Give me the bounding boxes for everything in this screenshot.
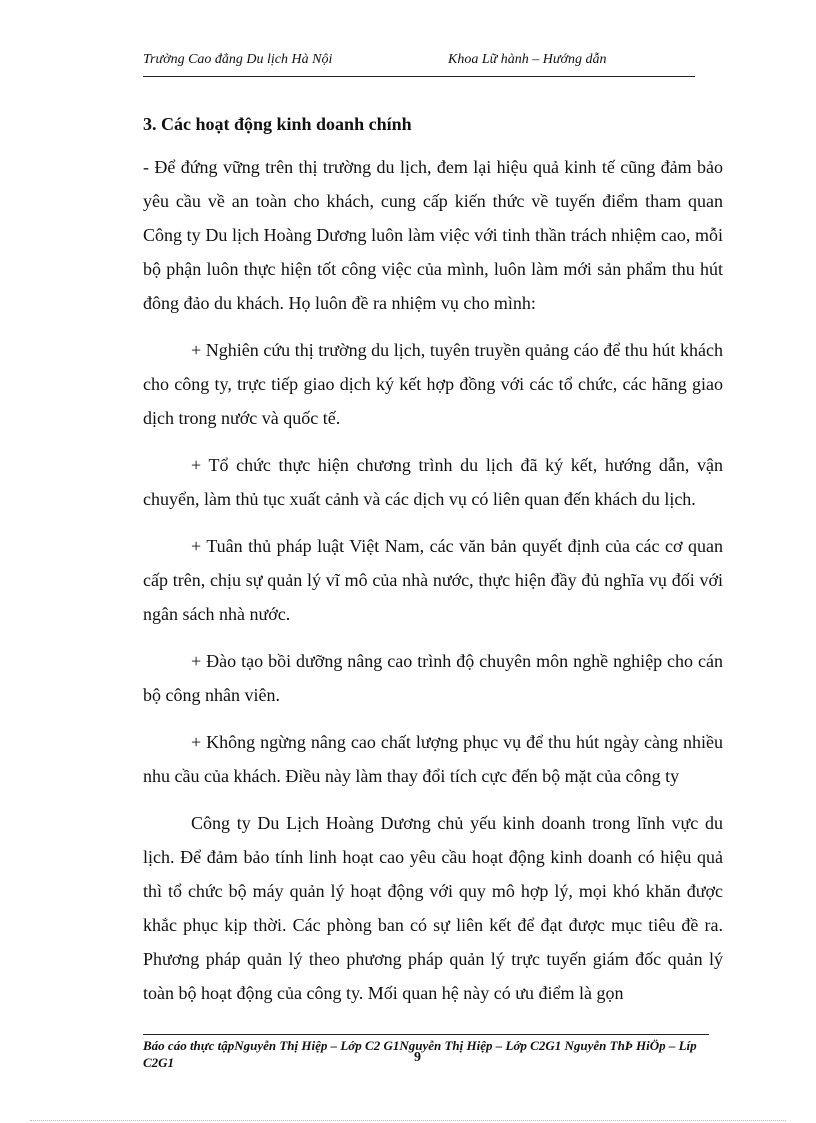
document-body — [143, 112, 723, 1010]
page-edge-divider — [30, 1120, 786, 1121]
list-item: + Tuân thủ pháp luật Việt Nam, các văn bản quyết định của các cơ quan cấp trên, chịu sự quản lý vĩ mô của nhà nước, thực hiện đầy đủ nghĩa vụ đối với ngân sách nhà nước. — [143, 536, 723, 624]
header-department: Khoa Lữ hành – Hướng dẫn — [448, 52, 607, 67]
footer-text: Báo cáo thực tậpNguyễn Thị Hiệp – Lớp C2 G1Nguyễn Thị Hiệp – Lớp C2G1 Nguyễn ThÞ HiÖp – Líp C2G1 — [143, 1038, 697, 1070]
intro-paragraph: - Để đứng vững trên thị trường du lịch, đem lại hiệu quả kinh tế cũng đảm bảo yêu cầu về an toàn cho khách, cung cấp kiến thức về tuyến điểm tham quan Công ty Du lịch Hoàng Dương luôn làm việc với tinh thần trách nhiệm cao, mỗi bộ phận luôn thực hiện tốt công việc của mình, luôn làm mới sản phẩm thu hút đông đảo du khách. Họ luôn đề ra nhiệm vụ cho mình: — [143, 157, 723, 313]
list-item: + Nghiên cứu thị trường du lịch, tuyên truyền quảng cáo để thu hút khách cho công ty, trực tiếp giao dịch ký kết hợp đồng với các tổ chức, các hãng giao dịch trong nước và quốc tế. — [143, 340, 723, 428]
list-item: + Đào tạo bồi dưỡng nâng cao trình độ chuyên môn nghề nghiệp cho cán bộ công nhân viên. — [143, 651, 723, 705]
page-number: 9 — [414, 1050, 421, 1065]
list-item: + Tổ chức thực hiện chương trình du lịch đã ký kết, hướng dẫn, vận chuyển, làm thủ tục xuất cảnh và các dịch vụ có liên quan đến khách du lịch. — [143, 455, 723, 509]
page-header — [143, 52, 695, 77]
closing-paragraph: Công ty Du Lịch Hoàng Dương chủ yếu kinh doanh trong lĩnh vực du lịch. Để đảm bảo tính linh hoạt cao yêu cầu hoạt động kinh doanh có hiệu quả thì tổ chức bộ máy quản lý hoạt động với quy mô hợp lý, mọi khó khăn được khắc phục kịp thời. Các phòng ban có sự liên kết để đạt được mục tiêu đề ra. Phương pháp quản lý theo phương pháp quản lý trực tuyến giám đốc quản lý toàn bộ hoạt động của công ty. Mối quan hệ này có ưu điểm là gọn — [143, 813, 723, 1003]
list-item: + Không ngừng nâng cao chất lượng phục vụ để thu hút ngày càng nhiều nhu cầu của khách. Điều này làm thay đổi tích cực đến bộ mặt của công ty — [143, 732, 723, 786]
section-heading: 3. Các hoạt động kinh doanh chính — [143, 114, 412, 134]
page-footer — [143, 1034, 709, 1071]
header-school-name: Trường Cao đẳng Du lịch Hà Nội — [143, 52, 333, 67]
